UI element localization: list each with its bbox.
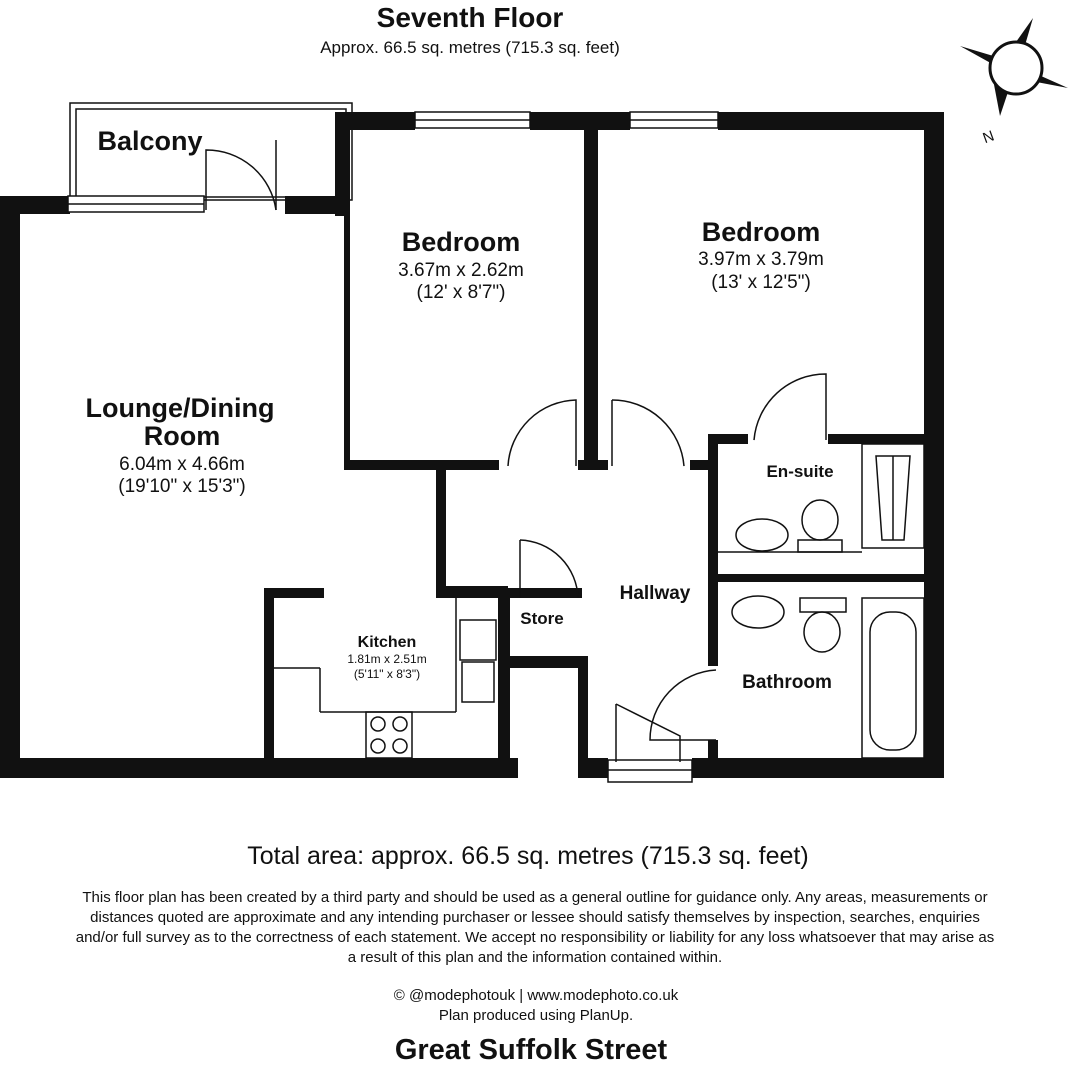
bath-toilet-icon xyxy=(804,612,840,652)
bedroom-right-imperial: (13' x 12'5") xyxy=(711,272,811,293)
kitchen-metric: 1.81m x 2.51m xyxy=(347,652,427,666)
kitchen-sink-icon xyxy=(462,662,494,702)
hallway-label: Hallway xyxy=(619,583,691,604)
compass-north-label: N xyxy=(980,127,997,148)
planup-line: Plan produced using PlanUp. xyxy=(438,1007,634,1024)
bedroom-left-imperial: (12' x 8'7") xyxy=(416,282,506,303)
disclaimer-text: This floor plan has been created by a third party and should be used as a general outline for guidance only. Any areas, measurements or distances quoted are approximate and any intending purchaser or lessee should satisfy themselves by inspection, searches, enquiries and/or full survey as to the correctness of each statement. We accept no responsibility or liability for any loss whatsoever that may arise as a result of this plan and the information contained within. xyxy=(75,889,995,966)
floor-area-subtitle: Approx. 66.5 sq. metres (715.3 sq. feet) xyxy=(320,38,620,57)
floor-title: Seventh Floor xyxy=(376,2,564,33)
ensuite-basin-icon xyxy=(736,519,788,551)
bedroom-left-label: Bedroom xyxy=(401,227,521,257)
bedroom-right-metric: 3.97m x 3.79m xyxy=(698,249,824,270)
kitchen-label: Kitchen xyxy=(357,634,417,651)
store-label: Store xyxy=(520,609,564,628)
drainer-icon xyxy=(460,620,496,660)
ensuite-label: En-suite xyxy=(766,462,834,481)
bathroom-label: Bathroom xyxy=(742,672,832,693)
credit-block xyxy=(0,986,1072,1026)
bedroom-left-metric: 3.67m x 2.62m xyxy=(398,260,524,281)
street-name: Great Suffolk Street xyxy=(394,1034,668,1066)
bath-basin-icon xyxy=(732,596,784,628)
bedroom-right-label: Bedroom xyxy=(701,217,821,247)
fixtures xyxy=(274,444,924,758)
balcony-label: Balcony xyxy=(97,126,203,156)
kitchen-imperial: (5'11" x 8'3") xyxy=(353,667,421,681)
credit-line: © @modephotouk | www.modephoto.co.uk xyxy=(393,987,679,1004)
lounge-label-line2: Room xyxy=(143,421,221,451)
lounge-metric: 6.04m x 4.66m xyxy=(119,454,245,475)
lounge-imperial: (19'10" x 15'3") xyxy=(118,476,246,497)
total-area: Total area: approx. 66.5 sq. metres (715.3 sq. feet) xyxy=(247,842,809,870)
bath-icon xyxy=(862,598,924,758)
ensuite-toilet-icon xyxy=(802,500,838,540)
compass-icon xyxy=(960,18,1068,147)
lounge-label-line1: Lounge/Dining xyxy=(85,393,275,423)
